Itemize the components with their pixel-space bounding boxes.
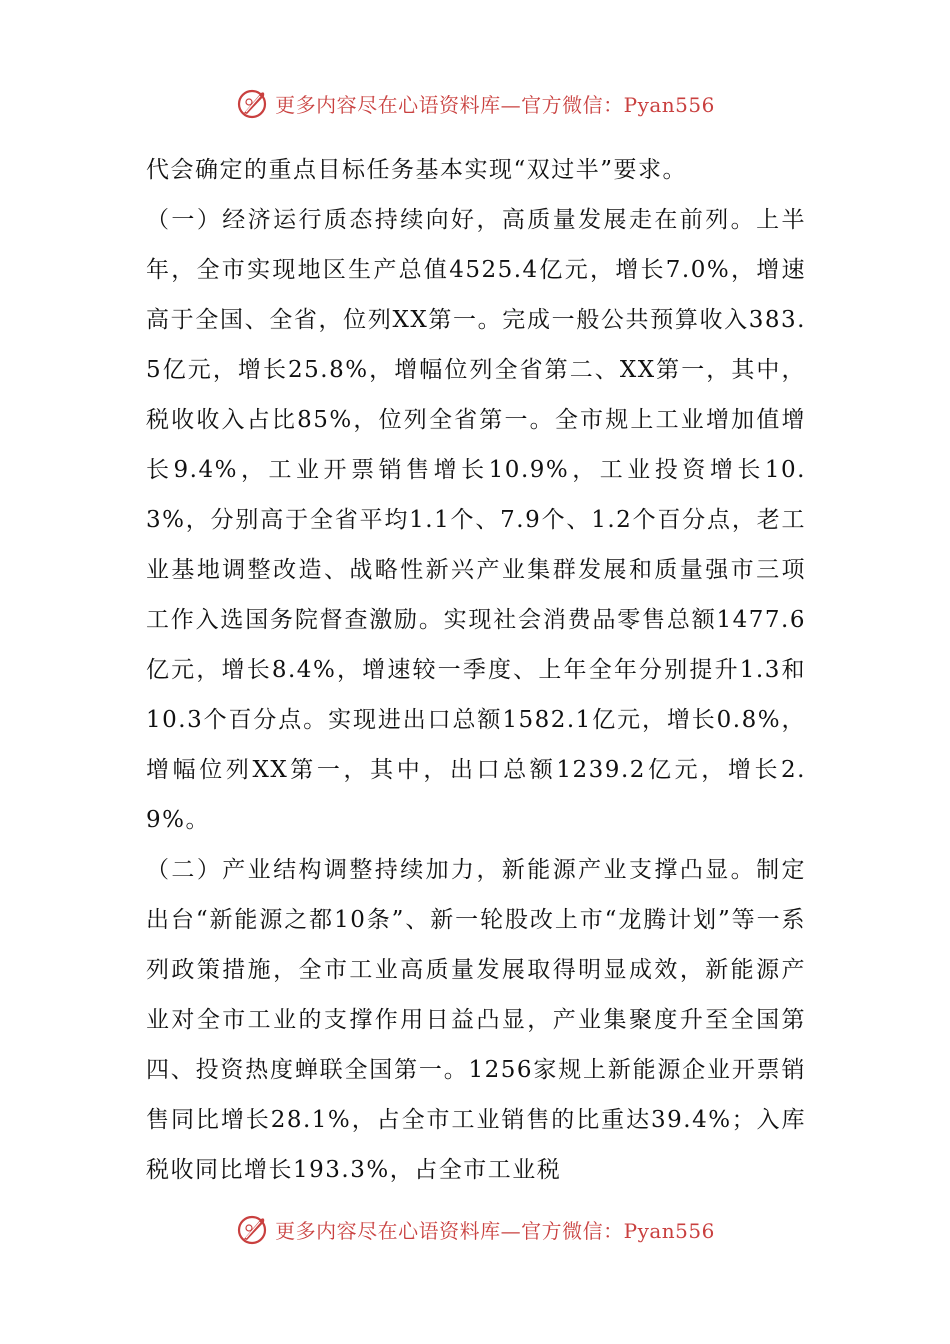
watermark-text: 更多内容尽在心语资料库—官方微信：Pyan556 [275,92,715,117]
watermark-header [0,83,950,123]
paragraph-1: 代会确定的重点目标任务基本实现“双过半”要求。 [146,157,688,183]
paragraph-3: （二）产业结构调整持续加力，新能源产业支撑凸显。制定出台“新能源之都10条”、新一轮股改上市“龙腾计划”等一系列政策措施，全市工业高质量发展取得明显成效，新能源产业对全市工业的支撑作用日益凸显，产业集聚度升至全国第四、投资热度蝉联全国第一。1256家规上新能源企业开票销售同比增长28.1%，占全市工业销售的比重达39.4%；入库税收同比增长193.3%，占全市工业税 [146,857,806,1183]
watermark-footer [0,1209,950,1249]
paragraph-2: （一）经济运行质态持续向好，高质量发展走在前列。上半年，全市实现地区生产总值4525.4亿元，增长7.0%，增速高于全国、全省，位列XX第一。完成一般公共预算收入383.5亿元，增长25.8%，增幅位列全省第二、XX第一，其中，税收收入占比85%，位列全省第一。全市规上工业增加值增长9.4%，工业开票销售增长10.9%，工业投资增长10.3%，分别高于全省平均1.1个、7.9个、1.2个百分点，老工业基地调整改造、战略性新兴产业集群发展和质量强市三项工作入选国务院督查激励。实现社会消费品零售总额1477.6亿元，增长8.4%，增速较一季度、上年全年分别提升1.3和10.3个百分点。实现进出口总额1582.1亿元，增长0.8%，增幅位列XX第一，其中，出口总额1239.2亿元，增长2.9%。 [146,207,806,833]
quill-logo-icon [235,1211,271,1247]
document-body [146,145,806,1195]
watermark-text: 更多内容尽在心语资料库—官方微信：Pyan556 [275,1218,715,1243]
quill-logo-icon [235,85,271,121]
